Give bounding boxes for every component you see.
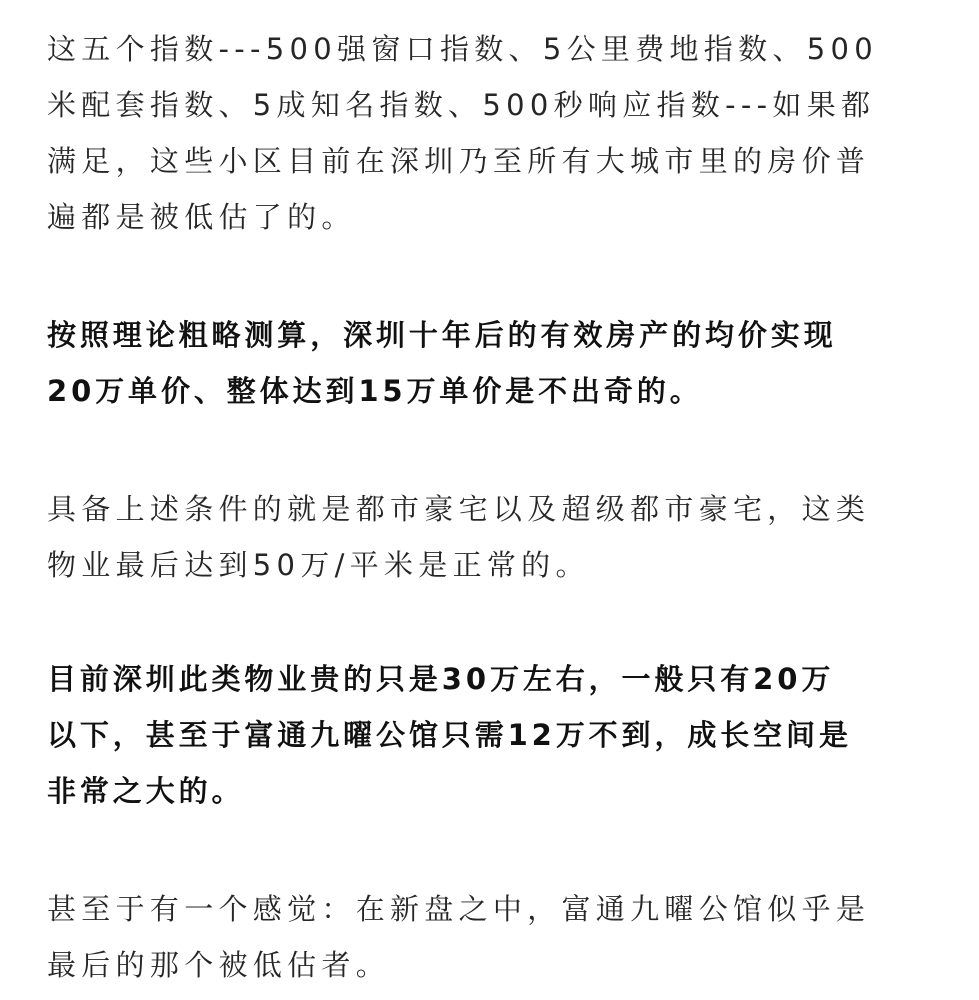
paragraph-4-line-2: 以下，甚至于富通九曜公馆只需12万不到，成长空间是 (47, 718, 852, 752)
paragraph-5-line-2: 最后的那个被低估者。 (47, 948, 391, 982)
paragraph-4-line-1: 目前深圳此类物业贵的只是30万左右，一般只有20万 (47, 662, 835, 696)
paragraph-5-line-1: 甚至于有一个感觉：在新盘之中，富通九曜公馆似乎是 (47, 892, 871, 926)
paragraph-1-line-1: 这五个指数---500强窗口指数、5公里费地指数、500 (47, 32, 878, 66)
paragraph-3-line-1: 具备上述条件的就是都市豪宅以及超级都市豪宅，这类 (47, 492, 871, 526)
paragraph-2-line-2: 20万单价、整体达到15万单价是不出奇的。 (47, 374, 703, 408)
paragraph-1-line-2: 米配套指数、5成知名指数、500秒响应指数---如果都 (47, 88, 876, 122)
paragraph-1-line-3: 满足，这些小区目前在深圳乃至所有大城市里的房价普 (47, 144, 871, 178)
paragraph-1-line-4: 遍都是被低估了的。 (47, 200, 356, 234)
paragraph-3-line-2: 物业最后达到50万/平米是正常的。 (47, 548, 590, 582)
paragraph-4-line-3: 非常之大的。 (47, 774, 245, 808)
paragraph-2-line-1: 按照理论粗略测算，深圳十年后的有效房产的均价实现 (47, 318, 837, 352)
